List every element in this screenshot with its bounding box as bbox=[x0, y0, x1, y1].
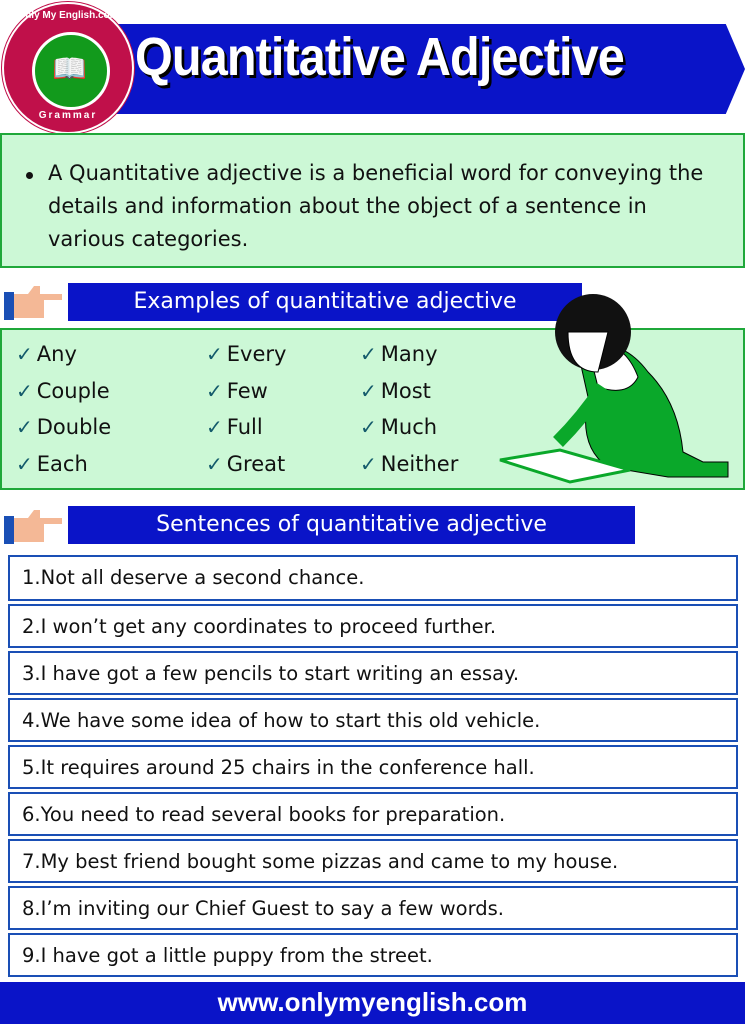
check-icon: ✓ bbox=[16, 415, 33, 439]
check-icon: ✓ bbox=[360, 451, 377, 476]
example-item bbox=[16, 415, 111, 439]
sentence-number: 6. bbox=[22, 803, 41, 826]
sentence-row bbox=[8, 604, 738, 648]
example-item bbox=[360, 379, 431, 403]
sentence-number: 4. bbox=[22, 709, 41, 732]
check-icon: ✓ bbox=[206, 415, 223, 439]
sentence-row bbox=[8, 698, 738, 742]
definition-text: A Quantitative adjective is a beneficial word for conveying the details and information about the object of a sentence in various categories. bbox=[48, 161, 704, 251]
sentence-row bbox=[8, 933, 738, 977]
example-word: Couple bbox=[36, 378, 110, 403]
logo-bottom-text: Grammar bbox=[38, 110, 98, 121]
sentence-number: 9. bbox=[22, 944, 41, 967]
sentence-text: I’m inviting our Chief Guest to say a few words. bbox=[40, 897, 504, 920]
example-word: Neither bbox=[380, 451, 459, 476]
sentence-number: 3. bbox=[22, 662, 41, 685]
logo-top-text: Only My English.com bbox=[17, 10, 119, 21]
sentences-heading: Sentences of quantitative adjective bbox=[68, 506, 635, 544]
logo bbox=[2, 2, 134, 134]
sentence-text: It requires around 25 chairs in the conference hall. bbox=[40, 756, 535, 779]
book-icon: 📖 bbox=[52, 52, 87, 85]
sentence-number: 2. bbox=[22, 615, 41, 638]
example-word: Full bbox=[226, 415, 263, 439]
example-item bbox=[16, 379, 110, 403]
example-word: Few bbox=[226, 378, 268, 403]
sentence-text: We have some idea of how to start this old vehicle. bbox=[40, 709, 541, 732]
example-word: Each bbox=[36, 451, 88, 476]
definition-box bbox=[0, 133, 745, 268]
example-word: Much bbox=[380, 415, 438, 439]
sentence-text: I won’t get any coordinates to proceed further. bbox=[40, 615, 497, 638]
girl-reading-illustration bbox=[498, 292, 743, 492]
sentence-row bbox=[8, 886, 738, 930]
sentence-row bbox=[8, 555, 738, 601]
check-icon: ✓ bbox=[16, 451, 33, 476]
pointing-hand-icon bbox=[2, 282, 64, 322]
check-icon: ✓ bbox=[16, 342, 33, 366]
example-item bbox=[206, 415, 263, 439]
check-icon: ✓ bbox=[360, 415, 377, 439]
example-word: Most bbox=[380, 378, 431, 403]
check-icon: ✓ bbox=[16, 378, 33, 403]
sentence-text: My best friend bought some pizzas and came to my house. bbox=[40, 850, 619, 873]
check-icon: ✓ bbox=[360, 342, 377, 366]
example-item bbox=[16, 452, 88, 476]
example-word: Every bbox=[226, 342, 287, 366]
sentence-number: 7. bbox=[22, 850, 41, 873]
sentence-number: 5. bbox=[22, 756, 41, 779]
example-word: Double bbox=[36, 415, 112, 439]
footer-url[interactable]: www.onlymyenglish.com bbox=[0, 982, 745, 1024]
example-item bbox=[360, 342, 438, 366]
sentence-row bbox=[8, 745, 738, 789]
example-item bbox=[360, 415, 437, 439]
sentence-text: You need to read several books for preparation. bbox=[40, 803, 506, 826]
check-icon: ✓ bbox=[206, 451, 223, 476]
sentence-text: I have got a few pencils to start writing an essay. bbox=[40, 662, 520, 685]
sentences-list bbox=[8, 555, 738, 977]
example-item bbox=[206, 342, 286, 366]
check-icon: ✓ bbox=[206, 378, 223, 403]
example-word: Many bbox=[380, 342, 438, 366]
check-icon: ✓ bbox=[360, 378, 377, 403]
sentence-text: Not all deserve a second chance. bbox=[40, 566, 365, 589]
sentence-number: 1. bbox=[22, 566, 41, 589]
example-item bbox=[206, 452, 285, 476]
sentence-row bbox=[8, 651, 738, 695]
pointing-hand-icon bbox=[2, 506, 64, 546]
example-word: Great bbox=[226, 451, 286, 476]
sentence-text: I have got a little puppy from the street. bbox=[40, 944, 433, 967]
page-title: Quantitative Adjective bbox=[135, 27, 624, 87]
example-word: Any bbox=[36, 342, 77, 366]
sentence-row bbox=[8, 839, 738, 883]
example-item bbox=[360, 452, 458, 476]
check-icon: ✓ bbox=[206, 342, 223, 366]
sentence-number: 8. bbox=[22, 897, 41, 920]
example-item bbox=[16, 342, 77, 366]
examples-heading: Examples of quantitative adjective bbox=[68, 283, 582, 321]
sentence-row bbox=[8, 792, 738, 836]
example-item bbox=[206, 379, 268, 403]
